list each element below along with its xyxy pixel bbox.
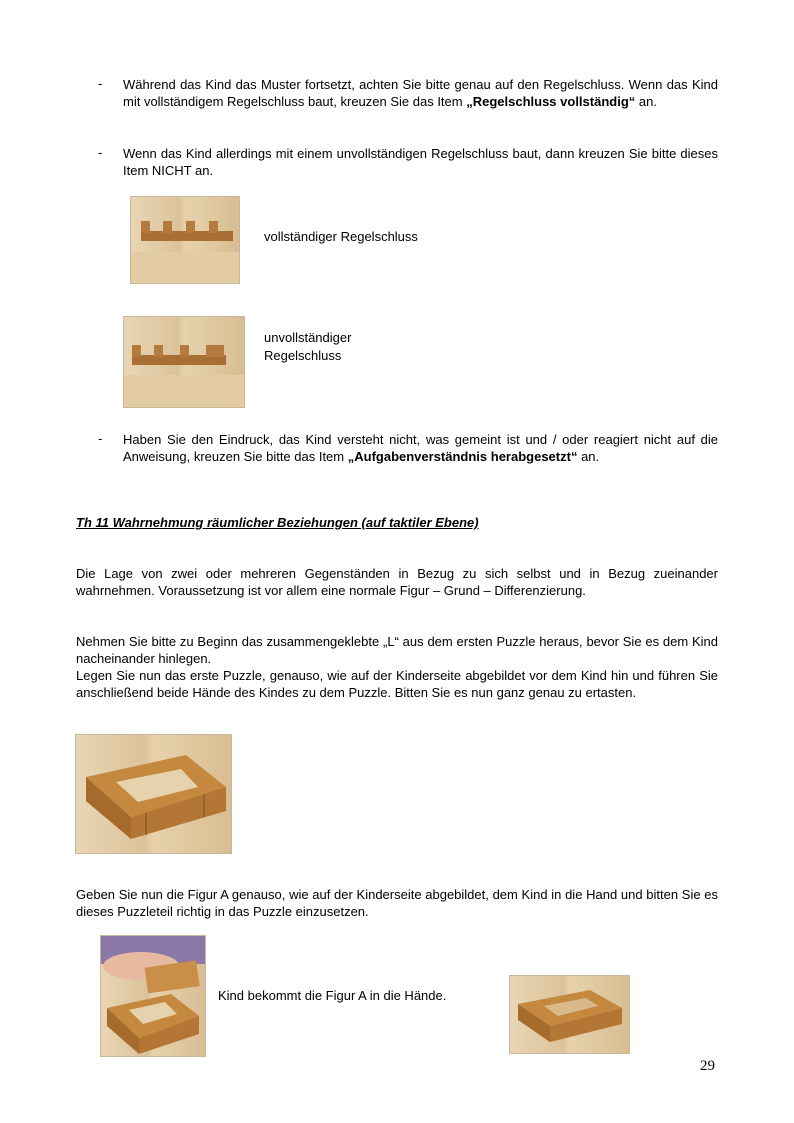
photo-child-hands (100, 935, 206, 1057)
caption-incomplete: unvollständiger Regelschluss (264, 330, 352, 363)
paragraph-instructions-2: Legen Sie nun das erste Puzzle, genauso, wie auf der Kinderseite abgebildet vor dem Kind hin und führen Sie anschließend beide Hände des Kindes zu dem Puzzle. Bitten Sie es nun ganz genau zu ertasten. (76, 668, 718, 700)
bullet-dash: - (98, 431, 103, 446)
hands-with-puzzle-illustration (101, 936, 205, 1056)
bullet-text: Wenn das Kind allerdings mit einem unvollständigen Regelschluss baut, dann kreuzen Sie bitte dieses Item NICHT an. (123, 146, 718, 178)
paragraph-instructions-1: Nehmen Sie bitte zu Beginn das zusammengeklebte „L“ aus dem ersten Puzzle heraus, bevor Sie es dem Kind nacheinander hinlegen. (76, 634, 718, 666)
blocks-complete-illustration (131, 197, 239, 283)
caption-complete: vollständiger Regelschluss (264, 229, 418, 244)
section-heading: Th 11 Wahrnehmung räumlicher Beziehungen (auf taktiler Ebene) (76, 515, 479, 530)
blocks-incomplete-illustration (124, 317, 244, 407)
item-label: „Regelschluss vollständig“ (466, 94, 636, 109)
photo-complete-pattern (130, 196, 240, 284)
completed-puzzle-illustration (510, 976, 629, 1053)
bullet-dash: - (98, 145, 103, 160)
photo-completed-puzzle (509, 975, 630, 1054)
page-number: 29 (700, 1058, 715, 1074)
paragraph-intro: Die Lage von zwei oder mehreren Gegenständen in Bezug zu sich selbst und in Bezug zueinander wahrnehmen. Voraussetzung ist vor allem eine normale Figur – Grund – Differenzierung. (76, 566, 718, 598)
bullet-text-end: an. (635, 94, 657, 109)
caption-hand: Kind bekommt die Figur A in die Hände. (218, 988, 447, 1003)
photo-puzzle-frame (75, 734, 232, 854)
paragraph-figure-a: Geben Sie nun die Figur A genauso, wie auf der Kinderseite abgebildet, dem Kind in die Hand und bitten Sie es dieses Puzzleteil richtig in das Puzzle einzusetzen. (76, 887, 718, 919)
bullet-text-regelschluss (123, 76, 718, 110)
bullet-text-end: an. (577, 449, 600, 464)
bullet-dash: - (98, 76, 103, 91)
puzzle-frame-illustration (76, 735, 231, 853)
item-label: „Aufgabenverständnis herabgesetzt“ (347, 449, 578, 464)
bullet-text-aufgabenverstaendnis (123, 431, 718, 465)
photo-incomplete-pattern (123, 316, 245, 408)
bullet-text: Während das Kind das Muster fortsetzt, achten Sie bitte genau auf den Regelschluss. Wenn das Kind mit vollständigem Regelschluss baut, kreuzen Sie das Item (123, 77, 718, 109)
bullet-text: Haben Sie den Eindruck, das Kind versteht nicht, was gemeint ist und / oder reagiert nicht auf die Anweisung, kreuzen Sie bitte das Item (123, 432, 718, 464)
bullet-text-unvollstaendig (123, 145, 718, 179)
